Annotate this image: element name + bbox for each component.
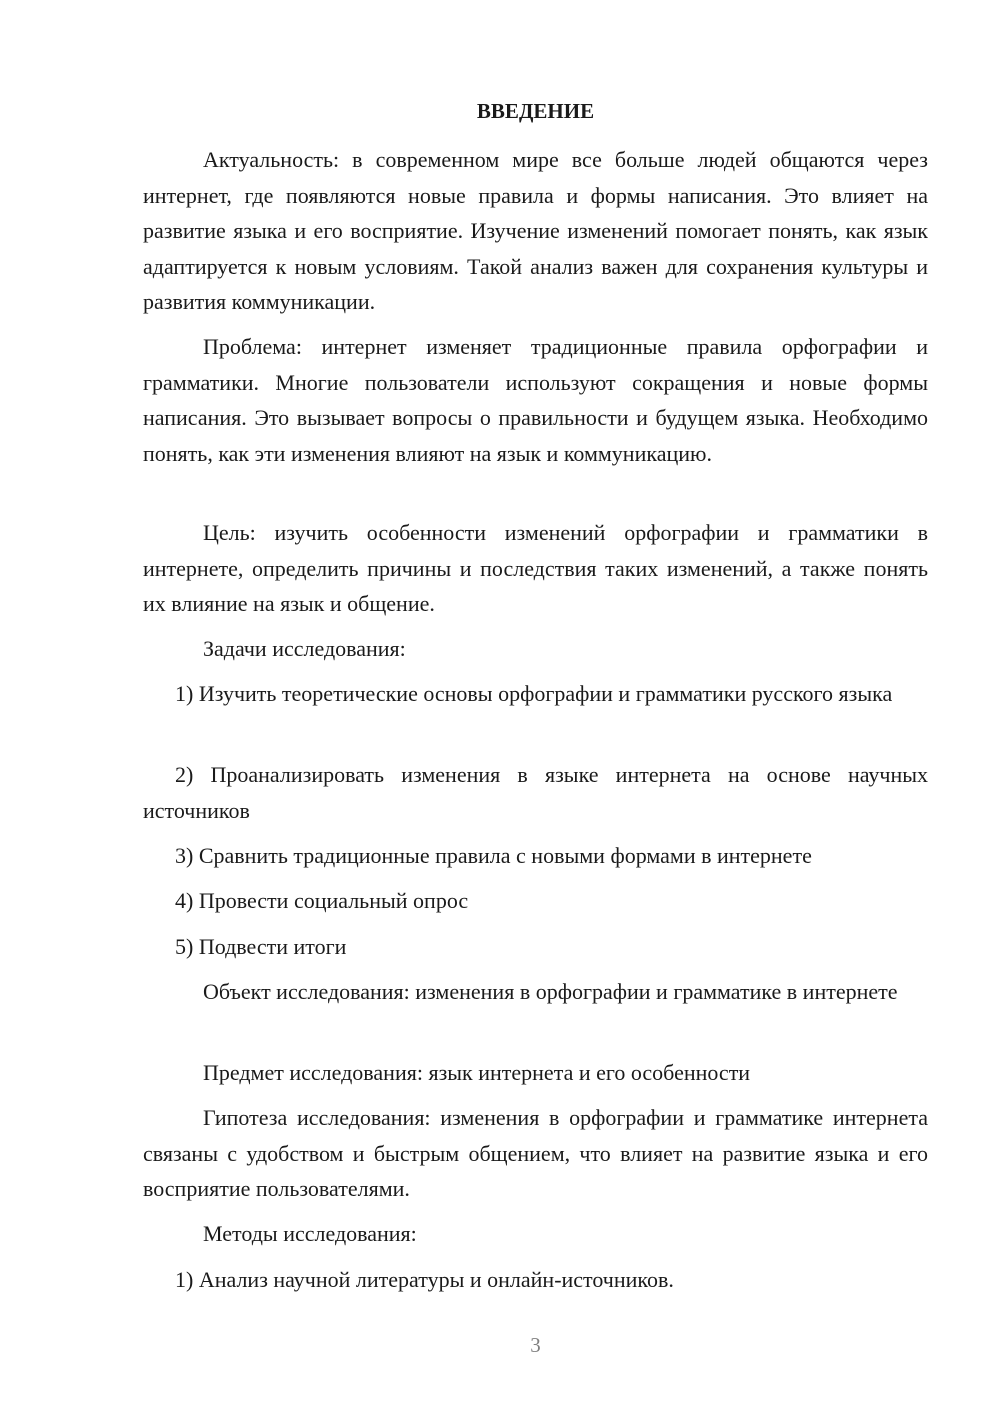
task-item-1: 1) Изучить теоретические основы орфографии и грамматики русского языка bbox=[175, 681, 893, 706]
page-title: ВВЕДЕНИЕ bbox=[476, 99, 595, 123]
method-item-1: 1) Анализ научной литературы и онлайн-источников. bbox=[175, 1267, 674, 1292]
page-number: 3 bbox=[530, 1333, 541, 1357]
paragraph-problem: Проблема: интернет изменяет традиционные правила орфографии и грамматики. Многие пользователи используют сокращения и новые формы написания. Это вызывает вопросы о правильности и будущем языка. Необходимо понять, как эти изменения влияют на язык и коммуникацию. bbox=[143, 334, 928, 466]
paragraph-subject: Предмет исследования: язык интернета и его особенности bbox=[203, 1060, 751, 1085]
task-item-4: 4) Провести социальный опрос bbox=[175, 888, 469, 913]
methods-heading: Методы исследования: bbox=[203, 1221, 417, 1246]
task-item-3: 3) Сравнить традиционные правила с новыми формами в интернете bbox=[175, 843, 812, 868]
document-page bbox=[143, 0, 928, 1414]
paragraph-goal: Цель: изучить особенности изменений орфографии и грамматики в интернете, определить причины и последствия таких изменений, а также понять их влияние на язык и общение. bbox=[143, 520, 928, 617]
paragraph-hypothesis: Гипотеза исследования: изменения в орфографии и грамматике интернета связаны с удобством и быстрым общением, что влияет на развитие языка и его восприятие пользователями. bbox=[143, 1105, 928, 1202]
tasks-heading: Задачи исследования: bbox=[203, 636, 406, 661]
task-item-5: 5) Подвести итоги bbox=[175, 934, 347, 959]
task-item-2: 2) Проанализировать изменения в языке интернета на основе научных источников bbox=[143, 762, 928, 823]
paragraph-object: Объект исследования: изменения в орфографии и грамматике в интернете bbox=[203, 979, 898, 1004]
paragraph-actuality: Актуальность: в современном мире все больше людей общаются через интернет, где появляются новые правила и формы написания. Это влияет на развитие языка и его восприятие. Изучение изменений помогает понять, как язык адаптируется к новым условиям. Такой анализ важен для сохранения культуры и развития коммуникации. bbox=[143, 147, 928, 315]
